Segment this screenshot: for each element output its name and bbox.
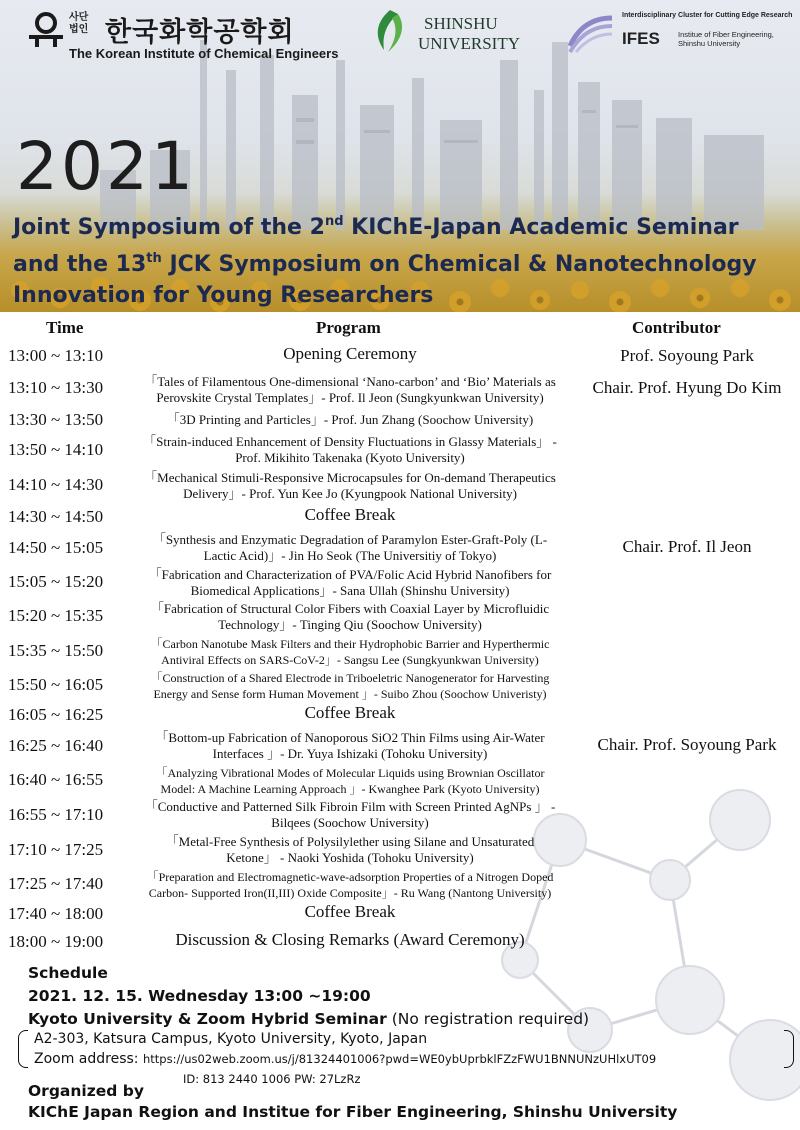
row-time: 18:00 ~ 19:00	[8, 932, 104, 951]
row-program: 「Analyzing Vibrational Modes of Molecular Liquids using Brownian Oscillator Model: A Machine Learning Approach 」- Kwanghee Park (Kyoto University)	[155, 766, 545, 796]
row-time: 14:50 ~ 15:05	[8, 538, 104, 557]
row-time: 17:25 ~ 17:40	[8, 874, 104, 893]
row-time: 16:05 ~ 16:25	[8, 705, 104, 724]
row-time: 17:40 ~ 18:00	[8, 904, 104, 923]
schedule-label: Schedule	[28, 964, 108, 982]
row-time: 15:05 ~ 15:20	[8, 572, 104, 591]
kiche-corporate-label: 사단 법인	[69, 12, 89, 35]
row-contributor: Chair. Prof. Soyoung Park	[597, 735, 777, 754]
address-bracket-left	[18, 1030, 28, 1068]
venue-address: A2-303, Katsura Campus, Kyoto University, Kyoto, Japan	[34, 1031, 428, 1047]
row-program: 「Conductive and Patterned Silk Fibroin Film with Screen Printed AgNPs 」 - Bilqees (Soochow University)	[144, 799, 556, 830]
row-time: 13:30 ~ 13:50	[8, 410, 104, 429]
row-program: Opening Ceremony	[283, 344, 417, 363]
row-time: 17:10 ~ 17:25	[8, 840, 104, 859]
row-program: 「Fabrication of Structural Color Fibers with Coaxial Layer by Microfluidic Technology」- Tinging Qiu (Soochow University)	[150, 601, 550, 632]
row-time: 14:30 ~ 14:50	[8, 507, 104, 526]
row-program: Coffee Break	[304, 505, 396, 524]
row-contributor: Chair. Prof. Hyung Do Kim	[592, 378, 782, 397]
row-time: 13:50 ~ 14:10	[8, 440, 104, 459]
zoom-link[interactable]: https://us02web.zoom.us/j/81324401006?pwd=WE0ybUprbklFZzFWU1BNNUNzUHlxUT09	[142, 1052, 657, 1066]
zoom-address	[34, 1051, 656, 1067]
row-time: 13:10 ~ 13:30	[8, 378, 104, 397]
row-program: 「Mechanical Stimuli-Responsive Microcapsules for On-demand Therapeutics Delivery」- Prof. Yun Kee Jo (Kyungpook National University)	[144, 470, 556, 501]
organizer: KIChE Japan Region and Institue for Fiber Engineering, Shinshu University	[28, 1103, 678, 1121]
row-time: 16:25 ~ 16:40	[8, 736, 104, 755]
row-program: 「Bottom-up Fabrication of Nanoporous SiO2 Thin Films using Air-Water Interfaces 」- Dr. Yuya Ishizaki (Tohoku University)	[155, 730, 545, 761]
venue-note: (No registration required)	[386, 1010, 590, 1028]
event-year: 2021	[16, 128, 196, 205]
kiche-korean-name: 한국화학공학회	[105, 17, 295, 48]
column-header-contributor: Contributor	[632, 318, 721, 337]
title-line-3: Innovation for Young Researchers	[13, 283, 434, 308]
row-program: 「Synthesis and Enzymatic Degradation of Paramylon Ester-Graft-Poly (L-Lactic Acid)」- Jin Ho Seok (The Universitiy of Tokyo)	[152, 532, 548, 563]
venue	[28, 1010, 589, 1028]
row-contributor: Chair. Prof. Il Jeon	[622, 537, 752, 556]
row-time: 13:00 ~ 13:10	[8, 346, 104, 365]
row-time: 15:50 ~ 16:05	[8, 675, 104, 694]
row-time: 16:55 ~ 17:10	[8, 805, 104, 824]
address-bracket-right	[784, 1030, 794, 1068]
title-line-2: and the 13th JCK Symposium on Chemical & Nanotechnology	[13, 251, 757, 277]
organized-by-label: Organized by	[28, 1082, 144, 1100]
column-header-program: Program	[316, 318, 381, 337]
row-program: Discussion & Closing Remarks (Award Ceremony)	[175, 930, 525, 949]
ifes-cluster-label: Interdisciplinary Cluster for Cutting Edge Research	[622, 12, 793, 19]
shinshu-line2: UNIVERSITY	[418, 34, 520, 53]
row-program: 「Preparation and Electromagnetic-wave-adsorption Properties of a Nitrogen Doped Carbon- Supported Iron(II,III) Oxide Composite」- Ru Wang (Nantong University)	[146, 870, 554, 900]
ifes-name: IFES	[622, 29, 660, 48]
row-program: Coffee Break	[304, 703, 396, 722]
row-program: 「3D Printing and Particles」- Prof. Jun Zhang (Soochow University)	[166, 412, 534, 427]
row-program: 「Carbon Nanotube Mask Filters and their Hydrophobic Barrier and Hyperthermic Antiviral Effects on SARS-CoV-2」- Sangsu Lee (Sungkyunkwan University)	[150, 637, 550, 667]
row-program: 「Tales of Filamentous One-dimensional ‘Nano-carbon’ and ‘Bio’ Materials as Perovskite Crystal Templates」- Prof. Il Jeon (Sungkyunkwan University)	[144, 374, 556, 405]
schedule-date: 2021. 12. 15. Wednesday 13:00 ~19:00	[28, 987, 371, 1005]
row-time: 15:35 ~ 15:50	[8, 641, 104, 660]
row-program: 「Strain-induced Enhancement of Density Fluctuations in Glassy Materials」 - Prof. Mikihito Takenaka (Kyoto University)	[143, 434, 557, 465]
row-time: 15:20 ~ 15:35	[8, 606, 104, 625]
ifes-sub-line1: Institue of Fiber Engineering,	[678, 30, 774, 39]
row-contributor: Prof. Soyoung Park	[620, 346, 754, 365]
zoom-label: Zoom address:	[34, 1051, 143, 1067]
row-time: 16:40 ~ 16:55	[8, 770, 104, 789]
ifes-sub-line2: Shinshu University	[678, 39, 741, 48]
column-header-time: Time	[46, 318, 84, 337]
venue-name: Kyoto University & Zoom Hybrid Seminar	[28, 1010, 387, 1028]
row-program: 「Fabrication and Characterization of PVA/Folic Acid Hybrid Nanofibers for Biomedical Applications」- Sana Ullah (Shinshu University)	[148, 567, 552, 598]
title-line-1: Joint Symposium of the 2nd KIChE-Japan Academic Seminar	[13, 214, 739, 240]
kiche-english-name: The Korean Institute of Chemical Engineers	[69, 46, 339, 61]
row-program: Coffee Break	[304, 902, 396, 921]
shinshu-line1: SHINSHU	[424, 14, 498, 33]
row-program: 「Metal-Free Synthesis of Polysilylether using Silane and Unsaturated Ketone」 - Naoki Yoshida (Tohoku University)	[165, 834, 535, 865]
zoom-credentials: ID: 813 2440 1006 PW: 27LzRz	[183, 1072, 361, 1086]
row-time: 14:10 ~ 14:30	[8, 475, 104, 494]
row-program: 「Construction of a Shared Electrode in Triboeletric Nanogenerator for Harvesting Energy and Sense form Human Movement 」- Suibo Zhou (Soochow Univeristy)	[150, 671, 550, 701]
